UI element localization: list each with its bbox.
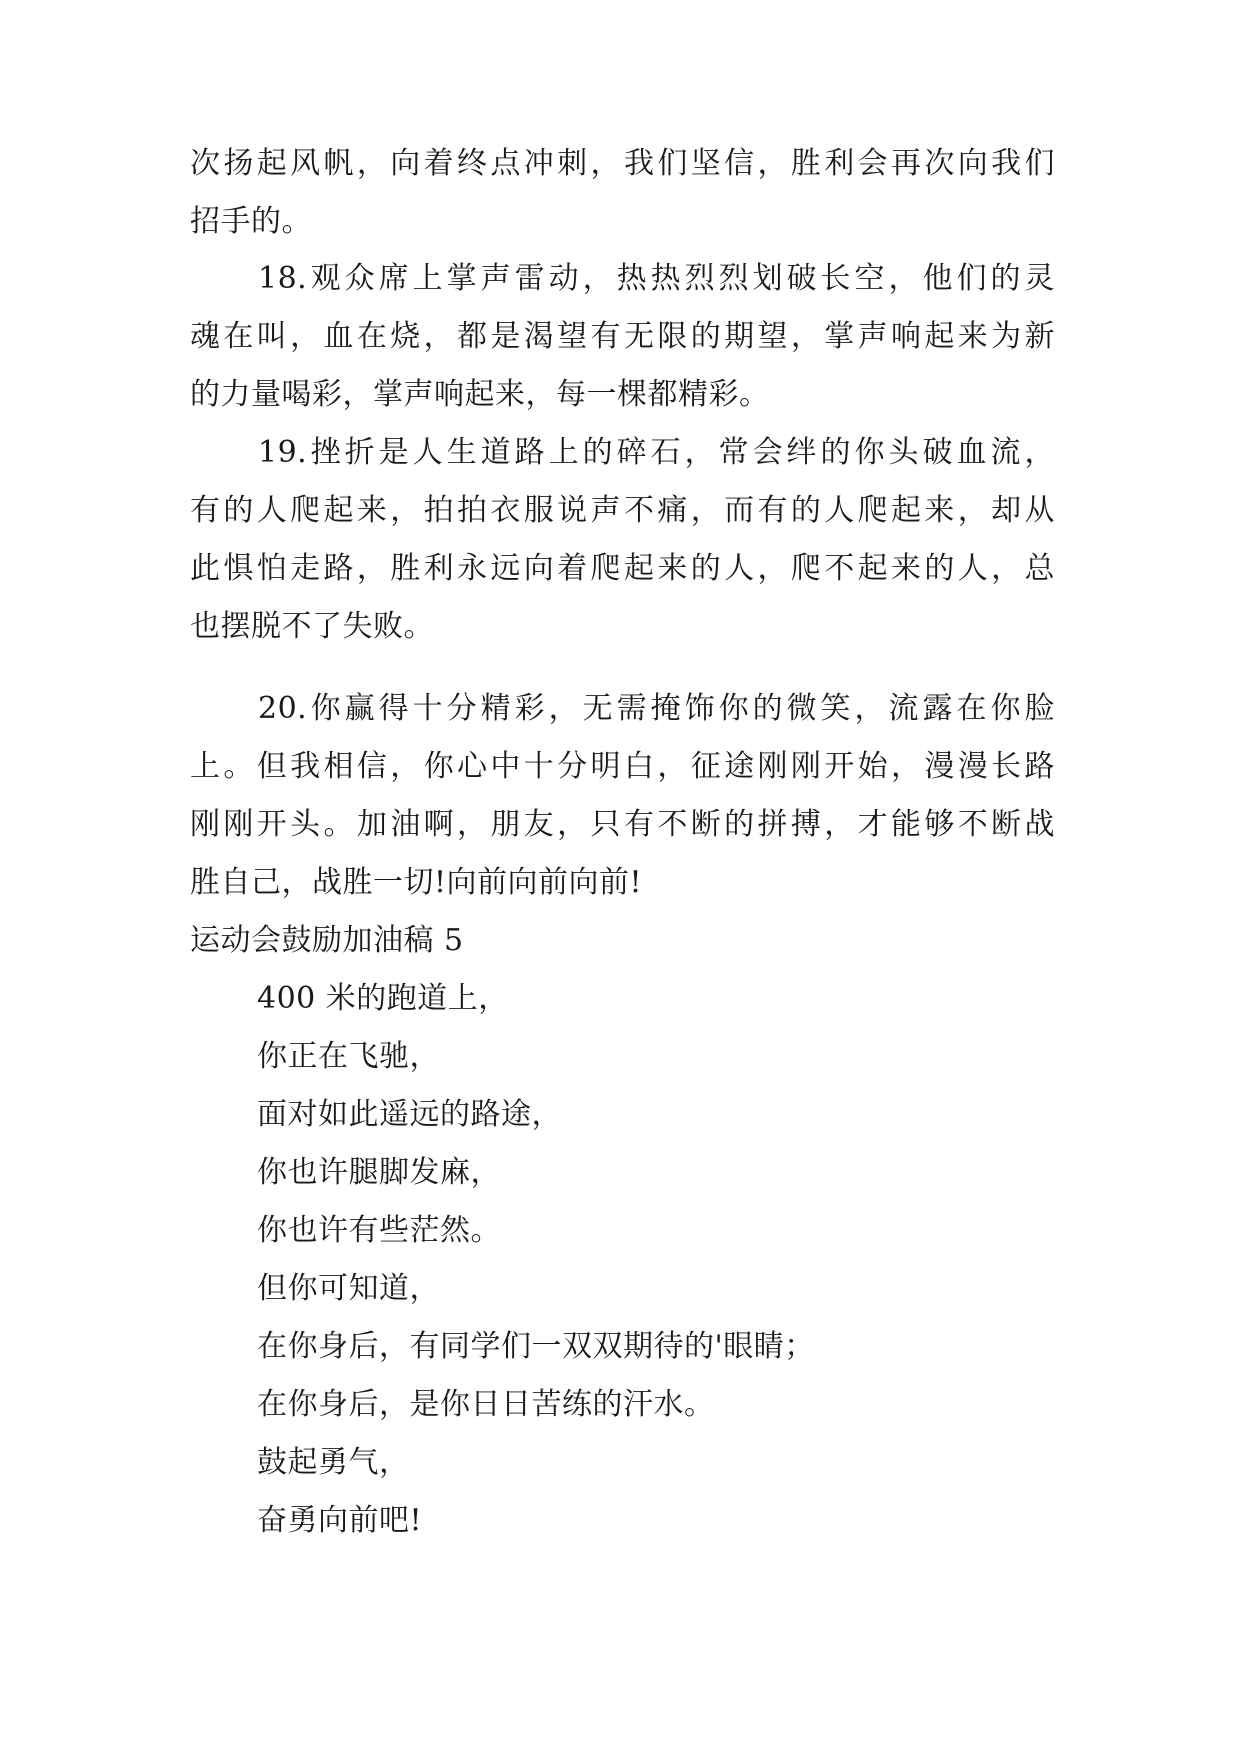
poem-line: 鼓起勇气， xyxy=(257,1445,410,1480)
text-line: 的力量喝彩，掌声响起来，每一棵都精彩。 xyxy=(190,377,770,412)
text-line: 也摆脱不了失败。 xyxy=(190,609,434,644)
poem-line: 在你身后，有同学们一双双期待的'眼睛； xyxy=(257,1329,815,1364)
text-line: 上。但我相信，你心中十分明白，征途刚刚开始，漫漫长路 xyxy=(190,749,1055,784)
text-line: 20.你赢得十分精彩，无需掩饰你的微笑，流露在你脸 xyxy=(190,691,1055,726)
text-line: 18.观众席上掌声雷动，热热烈烈划破长空，他们的灵 xyxy=(190,261,1055,296)
text-line: 有的人爬起来，拍拍衣服说声不痛，而有的人爬起来，却从 xyxy=(190,493,1055,528)
text-line: 刚刚开头。加油啊，朋友，只有不断的拼搏，才能够不断战 xyxy=(190,807,1055,842)
paragraph-continuation xyxy=(190,135,1055,251)
text-line: 招手的。 xyxy=(190,204,312,239)
poem-line: 面对如此遥远的路途， xyxy=(257,1097,562,1132)
text-line: 次扬起风帆，向着终点冲刺，我们坚信，胜利会再次向我们 xyxy=(190,146,1055,181)
poem-line: 你也许有些茫然。 xyxy=(257,1213,501,1248)
poem-line: 在你身后，是你日日苦练的汗水。 xyxy=(257,1387,715,1422)
text-line: 胜自己，战胜一切!向前向前向前! xyxy=(190,865,643,900)
text-line: 此惧怕走路，胜利永远向着爬起来的人，爬不起来的人，总 xyxy=(190,551,1055,586)
paragraph-20 xyxy=(190,680,1055,912)
paragraph-19 xyxy=(190,424,1055,656)
poem-line: 但你可知道， xyxy=(257,1271,440,1306)
text-line: 魂在叫，血在烧，都是渴望有无限的期望，掌声响起来为新 xyxy=(190,319,1055,354)
poem-line: 奋勇向前吧! xyxy=(257,1503,423,1538)
text-line: 19.挫折是人生道路上的碎石，常会绊的你头破血流， xyxy=(190,435,1055,470)
poem-line: 你也许腿脚发麻， xyxy=(257,1155,501,1190)
section-heading: 运动会鼓励加油稿 5 xyxy=(190,923,464,958)
poem-line: 400 米的跑道上， xyxy=(257,981,509,1016)
poem-line: 你正在飞驰， xyxy=(257,1039,440,1074)
poem xyxy=(257,970,815,1550)
paragraph-18 xyxy=(190,250,1055,424)
